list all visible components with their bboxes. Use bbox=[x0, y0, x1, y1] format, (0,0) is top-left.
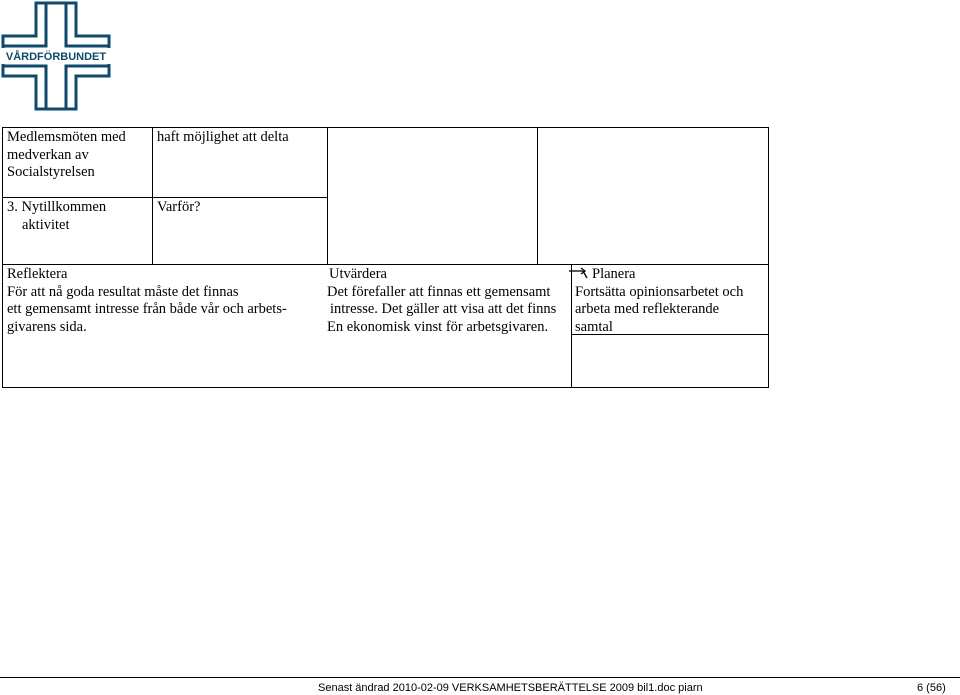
cell-nytillkommen bbox=[7, 199, 106, 234]
arrow-right-icon bbox=[569, 267, 591, 279]
page-number: 6 (56) bbox=[917, 682, 946, 694]
cell-line: aktivitet bbox=[22, 216, 70, 233]
reflektera-heading: Reflektera bbox=[7, 266, 68, 282]
upper-table-divider-1 bbox=[152, 127, 153, 265]
cell-line: medverkan av bbox=[7, 146, 89, 163]
utvardera-line: Det förefaller att finnas ett gemensamt bbox=[327, 283, 551, 300]
reflektera-block bbox=[7, 266, 287, 336]
logo-text: VÅRDFÖRBUNDET bbox=[5, 51, 107, 63]
reflektera-line: givarens sida. bbox=[7, 318, 87, 335]
utvardera-heading: Utvärdera bbox=[329, 266, 387, 282]
footer-text: Senast ändrad 2010-02-09 VERKSAMHETSBERÄTTELSE 2009 bil1.doc piarn bbox=[318, 682, 703, 694]
utvardera-block bbox=[327, 266, 556, 336]
reflektera-line: För att nå goda resultat måste det finnas bbox=[7, 283, 239, 300]
utvardera-line: intresse. Det gäller att visa att det finns bbox=[330, 301, 557, 317]
footer-rule bbox=[0, 677, 960, 678]
cell-line: Medlemsmöten med bbox=[7, 129, 126, 145]
upper-table-divider-2 bbox=[327, 127, 328, 265]
cell-haft-mojlighet: haft möjlighet att delta bbox=[157, 129, 289, 145]
utvardera-line: En ekonomisk vinst för arbetsgivaren. bbox=[327, 318, 549, 335]
planera-block bbox=[575, 266, 743, 336]
planera-line: arbeta med reflekterande bbox=[575, 301, 720, 317]
reflektera-line: ett gemensamt intresse från både vår och arbets- bbox=[7, 301, 287, 317]
cell-line: 3. Nytillkommen bbox=[7, 199, 107, 215]
lower-table-divider bbox=[571, 264, 572, 388]
vardforbundet-logo bbox=[0, 0, 112, 112]
upper-table-row-divider bbox=[2, 197, 327, 198]
cell-line: Socialstyrelsen bbox=[7, 164, 95, 180]
planera-heading-row bbox=[575, 266, 743, 284]
planera-line: Fortsätta opinionsarbetet och bbox=[575, 283, 744, 300]
cell-medlemsmoten bbox=[7, 129, 126, 182]
planera-heading: Planera bbox=[592, 266, 636, 282]
planera-line: samtal bbox=[575, 318, 613, 335]
upper-table-divider-3 bbox=[537, 127, 538, 265]
logo-cross-graphic bbox=[0, 0, 112, 112]
cell-varfor: Varför? bbox=[157, 199, 201, 215]
